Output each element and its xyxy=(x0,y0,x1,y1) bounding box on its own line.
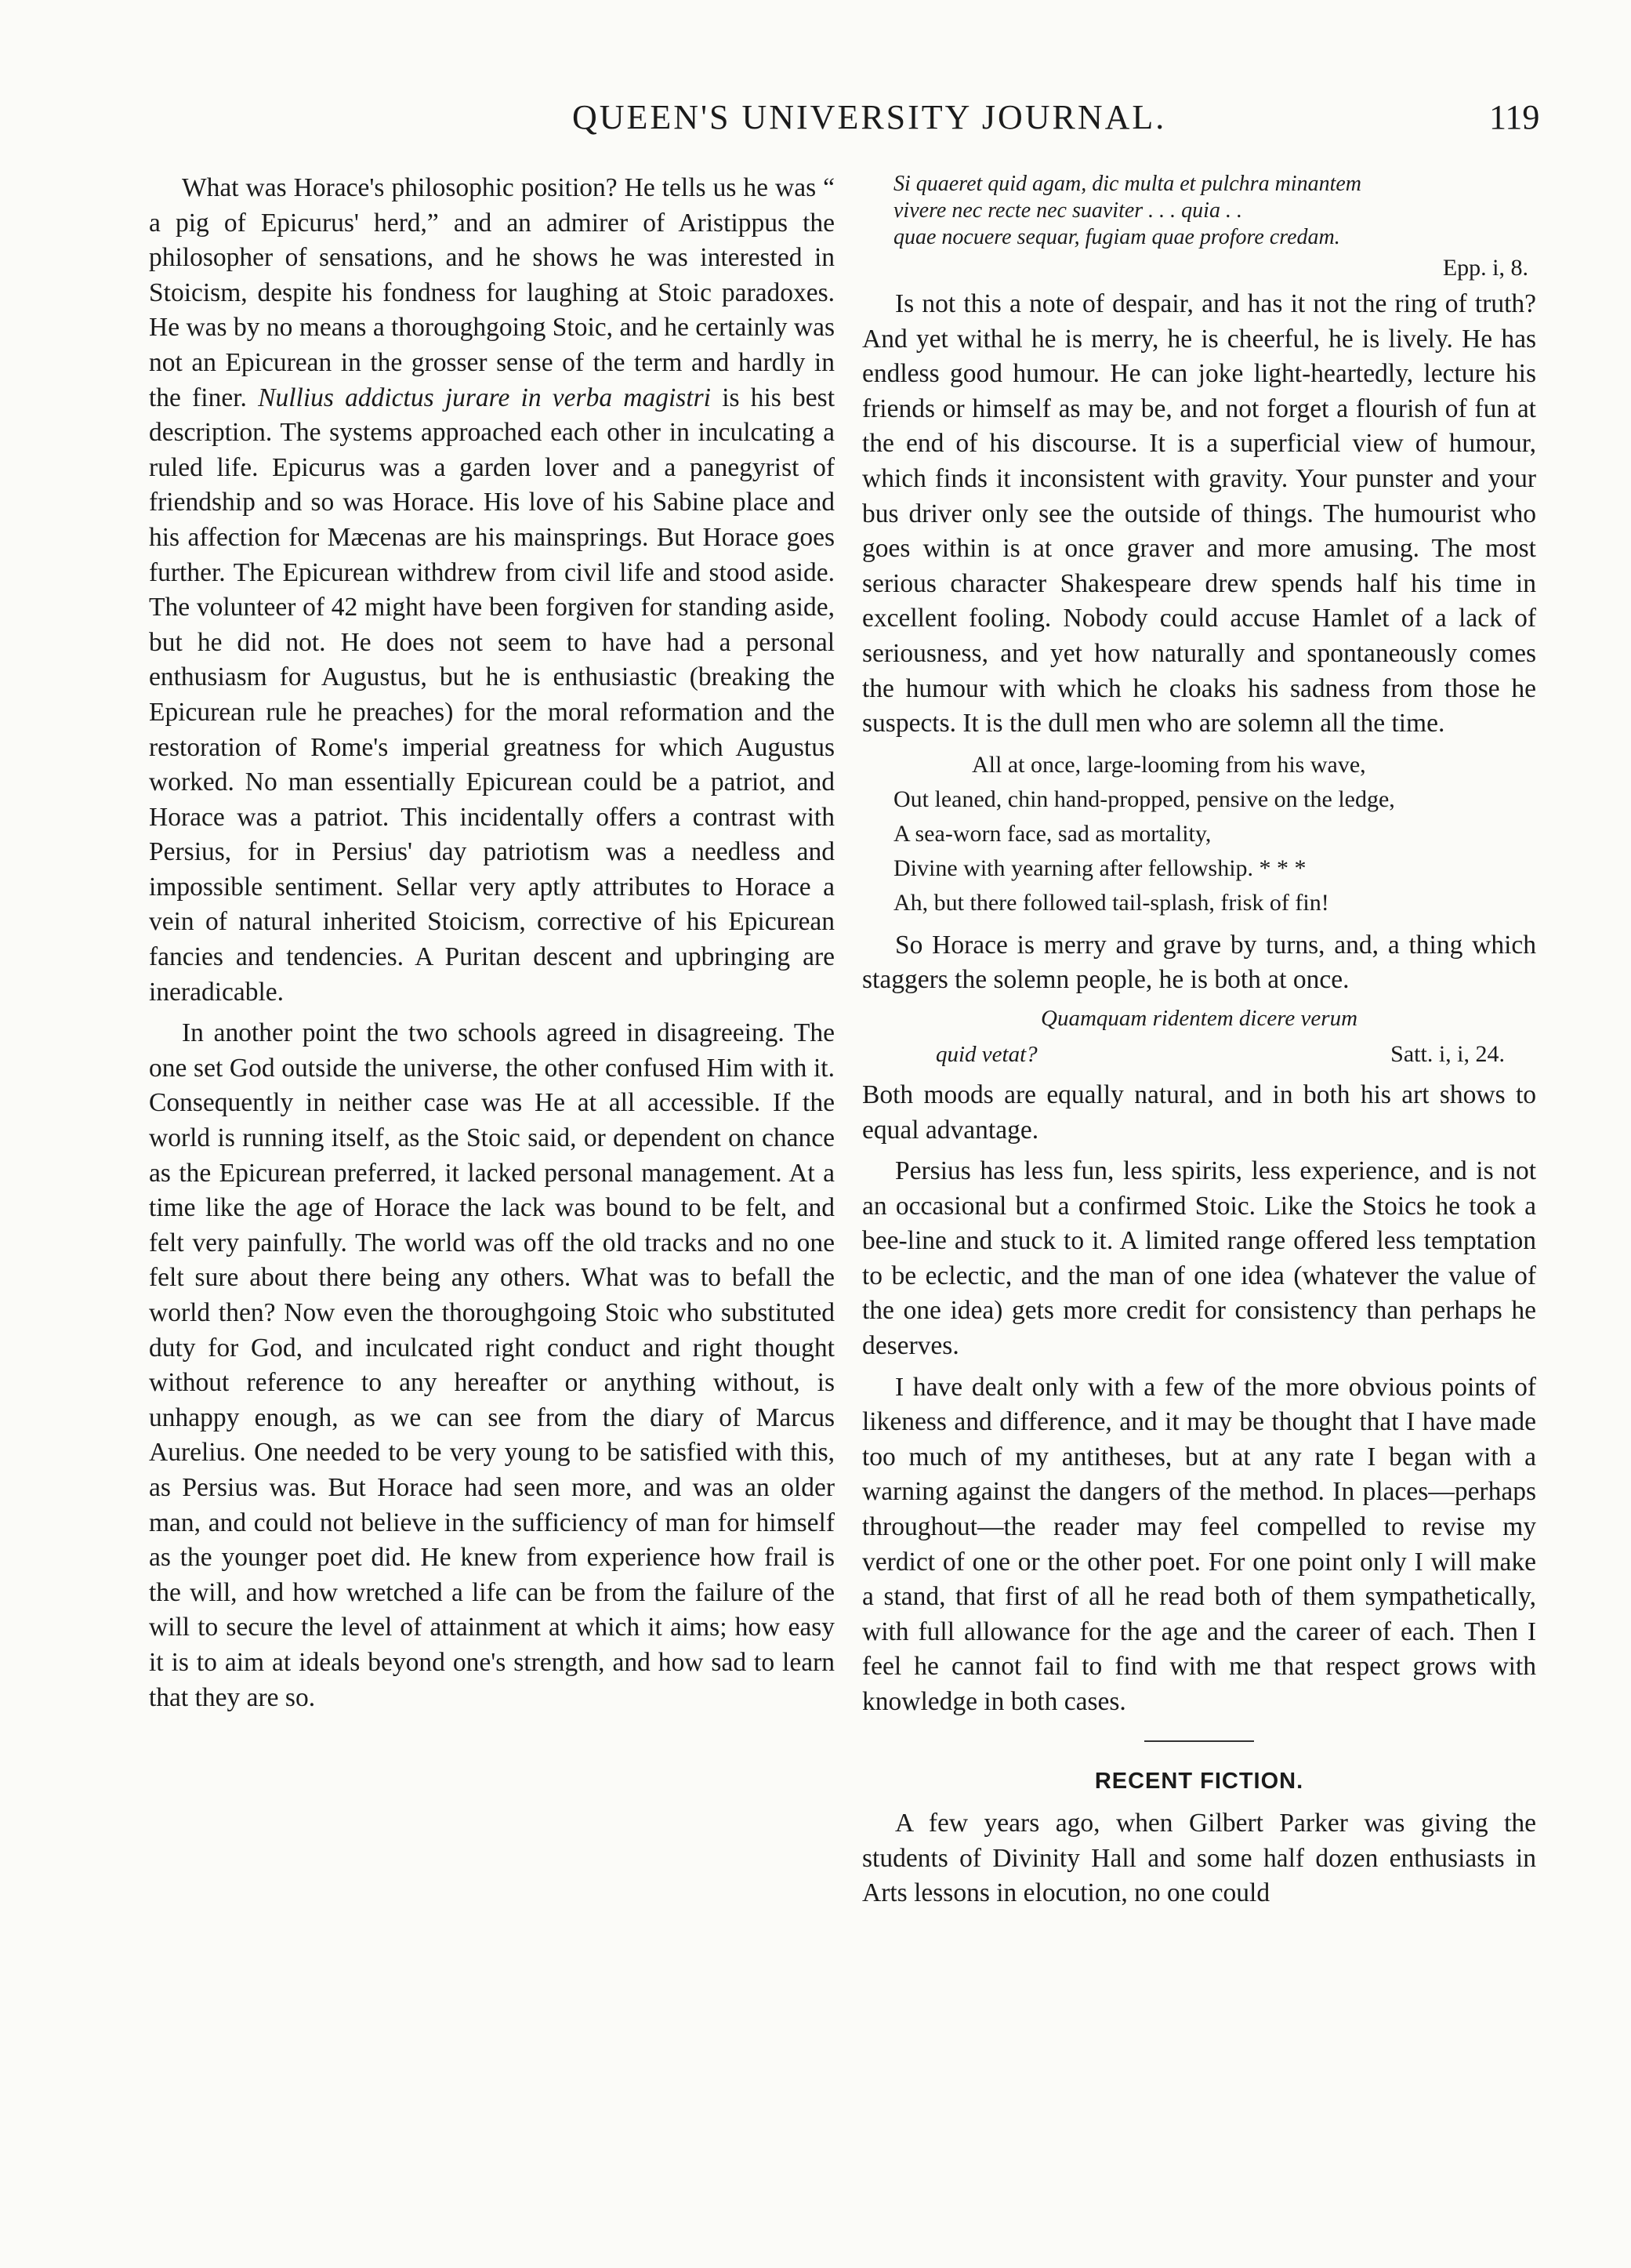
quote-line: Quamquam ridentem dicere verum xyxy=(1041,1005,1358,1031)
paragraph: A few years ago, when Gilbert Parker was giving the students of Divinity Hall and some half dozen enthusiasts in Arts lessons in elocution, no one could xyxy=(862,1809,1536,1908)
poem-line: Ah, but there followed tail-splash, frisk of fin! xyxy=(893,889,1329,916)
right-column xyxy=(862,171,1536,1911)
poem-line: A sea-worn face, sad as mortality, xyxy=(893,820,1212,847)
quote-line: quid vetat? xyxy=(936,1041,1038,1067)
verse-line: Si quaeret quid agam, dic multa et pulchra minantem xyxy=(893,172,1361,196)
citation: Satt. i, i, 24. xyxy=(1390,1040,1505,1067)
section-divider xyxy=(1144,1740,1254,1742)
paragraph: Both moods are equally natural, and in both his art shows to equal advantage. xyxy=(862,1080,1536,1145)
page-header xyxy=(0,97,1631,144)
left-column xyxy=(149,171,835,1715)
paragraph: I have dealt only with a few of the more obvious points of likeness and difference, and it may be thought that I have made too much of my antitheses, but at any rate I began with a warning against the dangers of the method. In places—perhaps throughout—the reader may feel compelled to revise my verdict of one or the other poet. For one point only I will make a stand, that first of all he read both of them sympathetically, with full allowance for the age and the career of each. Then I feel he cannot fail to find with me that respect grows with knowledge in both cases. xyxy=(862,1372,1536,1716)
journal-title: QUEEN'S UNIVERSITY JOURNAL. xyxy=(572,98,1167,136)
paragraph xyxy=(149,171,835,1010)
poem-line: Out leaned, chin hand-propped, pensive on the ledge, xyxy=(893,786,1395,812)
paragraph: Is not this a note of despair, and has it not the ring of truth? And yet withal he is merry, he is cheerful, he is lively. He has endless good humour. He can joke light-heartedly, lecture his friends or himself as may be, and not forget a flourish of fun at the end of his discourse. It is a superficial view of humour, which finds it inconsistent with gravity. Your punster and your bus driver only see the outside of things. The humourist who goes within is at once graver and more amusing. The most serious character Shakespeare drew spends half his time in excellent fooling. Nobody could accuse Hamlet of a lack of seriousness, and yet how naturally and spontaneously comes the humour with which he cloaks his sadness from those he suspects. It is the dull men who are solemn all the time. xyxy=(862,289,1536,738)
page-number: 119 xyxy=(1489,98,1540,136)
paragraph-text: What was Horace's philosophic position? He tells us he was “ a pig of Epicurus' herd,” and an admirer of Aristippus the philosopher of sensations, and he shows he was interested in Stoicism, despite his fondness for laughing at Stoic paradoxes. He was by no means a thoroughgoing Stoic, and he certainly was not an Epicurean in the grosser sense of the term and hardly in the finer. xyxy=(149,173,835,412)
latin-phrase: Nullius addictus jurare in verba magistri xyxy=(258,383,711,412)
paragraph: In another point the two schools agreed in disagreeing. The one set God outside the universe, the other confused Him with it. Consequently in neither case was He at all accessible. If the world is running itself, as the Stoic said, or dependent on chance as the Epicurean preferred, it lacked personal management. At a time like the age of Horace the lack was bound to be felt, and felt very painfully. The world was off the old tracks and no one felt sure about there being any others. What was to befall the world then? Now even the thoroughgoing Stoic who substituted duty for God, and inculcated right conduct and right thought without reference to any hereafter or anything without, is unhappy enough, as we can see from the diary of Marcus Aurelius. One needed to be very young to be satisfied with this, as Persius was. But Horace had seen more, and was an older man, and could not believe in the sufficiency of man for himself as the younger poet did. He knew from experience how frail is the will, and how wretched a life can be from the failure of the will to secure the level of attainment at which it aims; how easy it is to aim at ideals beyond one's strength, and how sad to learn that they are so. xyxy=(149,1018,835,1712)
latin-verse-quote xyxy=(893,171,1536,251)
poem-line: All at once, large-looming from his wave, xyxy=(972,751,1366,778)
poem-line: Divine with yearning after fellowship. * * * xyxy=(893,855,1307,881)
citation: Epp. i, 8. xyxy=(1442,255,1528,281)
verse-line: vivere nec recte nec suaviter . . . quia . . xyxy=(893,198,1242,223)
paragraph-text: is his best description. The systems approached each other in inculcating a ruled life. Epicurus was a garden lover and a panegyrist of friendship and so was Horace. His love of his Sabine place and his affection for Mæcenas are his mainsprings. But Horace goes further. The Epicurean withdrew from civil life and stood aside. The volunteer of 42 might have been forgiven for standing aside, but he did not. He does not seem to have had a personal enthusiasm for Augustus, but he is enthusiastic (breaking the Epicurean rule he preaches) for the moral reformation and the restoration of Rome's imperial greatness for which Augustus worked. No man essentially Epicurean could be a patriot, and Horace was a patriot. This incidentally offers a contrast with Persius, for in Persius' day patriotism was a needless and impossible sentiment. Sellar very aptly attributes to Horace a vein of natural inherited Stoicism, corrective of his Epicurean fancies and tendencies. A Puritan descent and upbringing are ineradicable. xyxy=(149,383,835,1007)
paragraph: Persius has less fun, less spirits, less experience, and is not an occasional but a confirmed Stoic. Like the Stoics he took a bee-line and stuck to it. A limited range offered less temptation to be eclectic, and the man of one idea (whatever the value of the one idea) gets more credit for consistency than perhaps he deserves. xyxy=(862,1156,1536,1361)
paragraph: So Horace is merry and grave by turns, and, a thing which staggers the solemn people, he is both at once. xyxy=(862,930,1536,995)
verse-line: quae nocuere sequar, fugiam quae profore credam. xyxy=(893,225,1340,249)
latin-quote xyxy=(862,1001,1536,1073)
section-heading: RECENT FICTION. xyxy=(1094,1768,1304,1794)
poem-quote xyxy=(893,748,1536,920)
